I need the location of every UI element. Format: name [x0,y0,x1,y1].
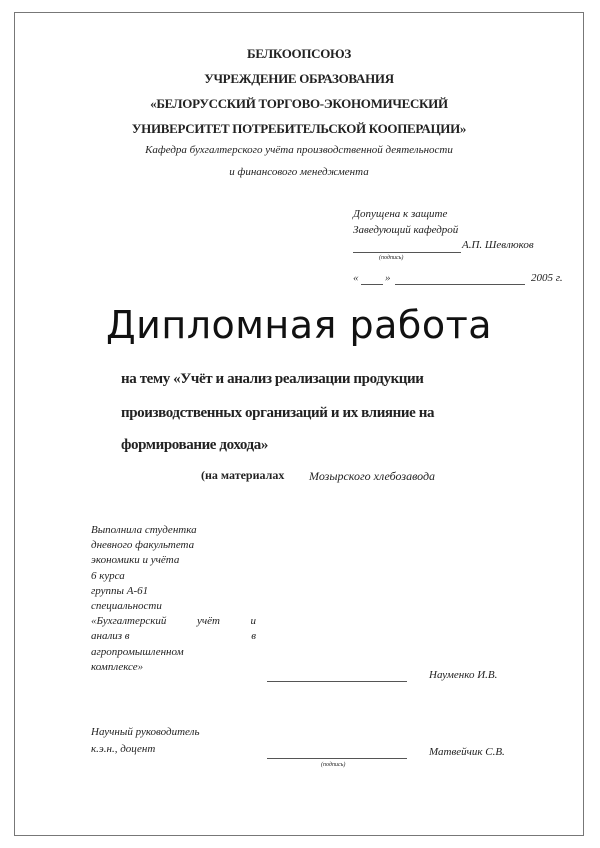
approval-date-close-quote: » [385,272,391,284]
topic-line2: производственных организаций и их влияние на [121,405,435,421]
approval-date-open-quote: « [353,272,359,284]
student-line: дневного факультета [91,539,195,552]
student-block [91,523,256,675]
material-label: (на материалах [201,468,285,482]
student-line: комплексе» [91,660,144,673]
student-line: специальности [91,600,162,613]
student-name: Науменко И.В. [429,669,498,681]
student-line [91,629,256,644]
approval-day-line [361,284,383,285]
student-line: экономики и учёта [91,554,180,567]
approval-head-title: Заведующий кафедрой [353,224,459,236]
header-institution-type: УЧРЕЖДЕНИЕ ОБРАЗОВАНИЯ [204,71,394,86]
department-line2: и финансового менеджмента [229,166,369,178]
approval-signature-caption: (подпись) [379,255,404,261]
material-organization: Мозырского хлебозавода [309,469,436,483]
header-university-line1: «БЕЛОРУССКИЙ ТОРГОВО-ЭКОНОМИЧЕСКИЙ [150,96,448,111]
student-line: «Бухгалтерский учёт и [91,615,256,628]
header-university-line2: УНИВЕРСИТЕТ ПОТРЕБИТЕЛЬСКОЙ КООПЕРАЦИИ» [131,121,467,136]
department-line1: Кафедра бухгалтерского учёта производственной деятельности [145,144,453,156]
supervisor-degree: к.э.н., доцент [91,743,156,755]
approval-month-line [395,284,525,285]
document-title: Дипломная работа [105,303,492,347]
student-line: Выполнила студентка [91,524,197,536]
supervisor-role: Научный руководитель [91,726,200,738]
approval-signature-line [353,252,461,253]
student-signature-line [267,681,407,682]
supervisor-signature-caption: (подпись) [321,762,346,768]
student-line-part: в [251,630,256,643]
topic-line1: на тему «Учёт и анализ реализации продукции [121,371,424,387]
student-line: группы А-61 [91,584,149,597]
approval-admitted: Допущена к защите [353,208,448,220]
approval-year: 2005 г. [531,272,563,284]
header-org: БЕЛКООПСОЮЗ [247,46,351,61]
document-page [14,12,584,836]
approval-head-name: А.П. Шевлюков [462,239,534,251]
supervisor-name: Матвейчик С.В. [429,746,505,758]
student-line: агропромышленном [91,645,184,658]
student-line: 6 курса [91,569,125,582]
supervisor-signature-line [267,758,407,759]
student-line-part: анализ в [91,630,130,643]
topic-line3: формирование дохода» [121,437,268,453]
